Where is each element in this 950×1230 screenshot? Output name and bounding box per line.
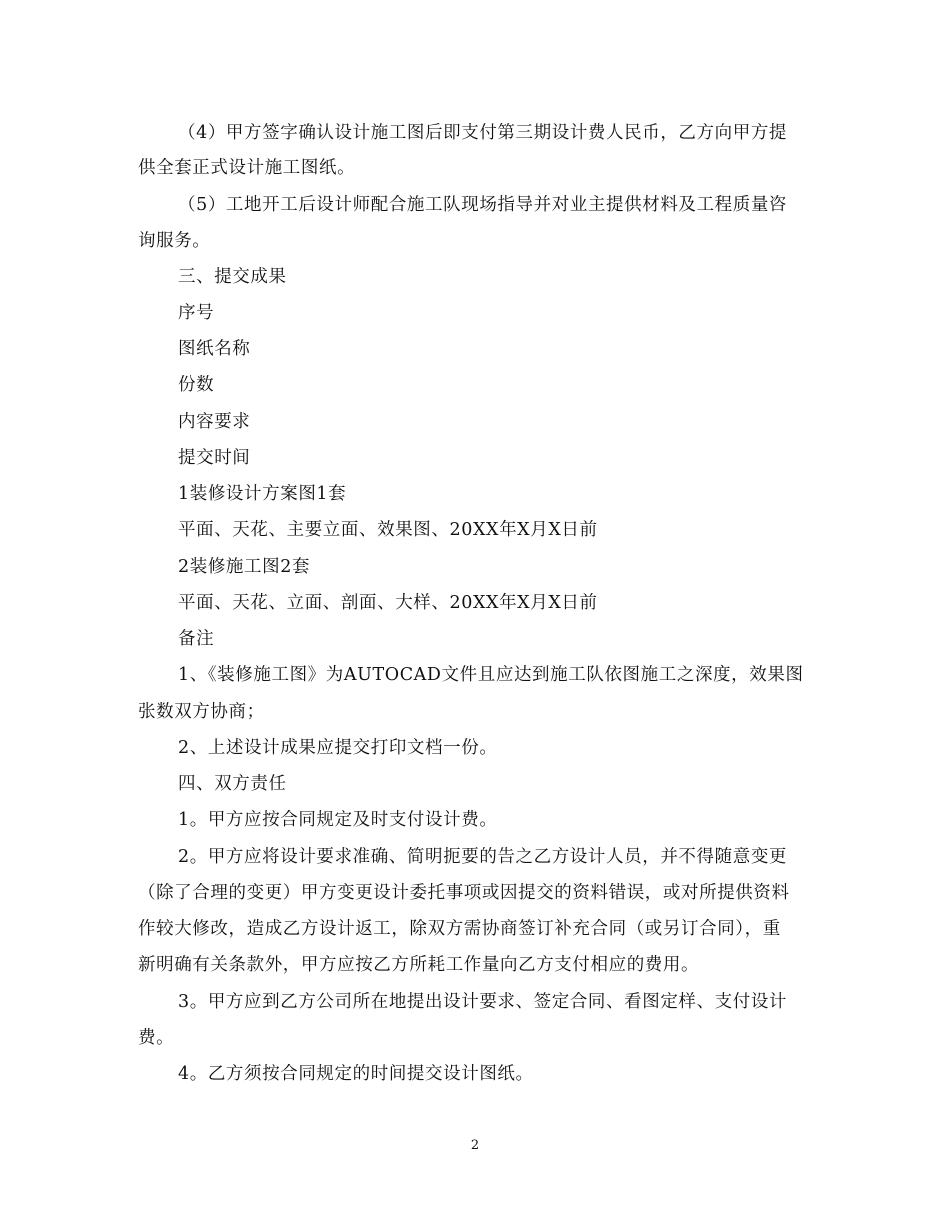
paragraph-line: 作较大修改，造成乙方设计返工，除双方需协商签订补充合同（或另订合同），重 — [138, 919, 781, 939]
paragraph-line: 序号 — [178, 303, 215, 323]
paragraph-line: 供全套正式设计施工图纸。 — [138, 158, 356, 178]
paragraph-line: 2、上述设计成果应提交打印文档一份。 — [178, 738, 498, 758]
paragraph-line: 费。 — [138, 1028, 175, 1048]
page-number: 2 — [470, 1138, 480, 1153]
paragraph-line: 2。甲方应将设计要求准确、简明扼要的告之乙方设计人员，并不得随意变更 — [178, 847, 788, 867]
paragraph-line: 备注 — [178, 629, 215, 649]
paragraph-line: 询服务。 — [138, 231, 211, 251]
paragraph-line: 图纸名称 — [178, 339, 251, 359]
paragraph-line: （5）工地开工后设计师配合施工队现场指导并对业主提供材料及工程质量咨 — [178, 195, 788, 215]
paragraph-line: 1。甲方应按合同规定及时支付设计费。 — [178, 810, 498, 830]
paragraph-line: （4）甲方签字确认设计施工图后即支付第三期设计费人民币，乙方向甲方提 — [178, 123, 788, 143]
paragraph-line: 张数双方协商； — [138, 702, 265, 722]
paragraph-line: 提交时间 — [178, 448, 251, 468]
paragraph-line: 平面、天花、主要立面、效果图、20XX年X月X日前 — [178, 520, 598, 540]
section-heading: 三、提交成果 — [178, 267, 287, 287]
paragraph-line: 2装修施工图2套 — [178, 557, 311, 577]
paragraph-line: 份数 — [178, 375, 215, 395]
paragraph-line: 内容要求 — [178, 412, 251, 432]
paragraph-line: 平面、天花、立面、剖面、大样、20XX年X月X日前 — [178, 593, 598, 613]
paragraph-line: 新明确有关条款外，甲方应按乙方所耗工作量向乙方支付相应的费用。 — [138, 955, 700, 975]
paragraph-line: 4。乙方须按合同规定的时间提交设计图纸。 — [178, 1064, 534, 1084]
paragraph-line: （除了合理的变更）甲方变更设计委托事项或因提交的资料错误，或对所提供资料 — [138, 883, 790, 903]
paragraph-line: 3。甲方应到乙方公司所在地提出设计要求、签定合同、看图定样、支付设计 — [178, 992, 788, 1012]
section-heading: 四、双方责任 — [178, 774, 287, 794]
paragraph-line: 1、《装修施工图》为AUTOCAD文件且应达到施工队依图施工之深度，效果图 — [178, 665, 804, 685]
paragraph-line: 1装修设计方案图1套 — [178, 484, 347, 504]
